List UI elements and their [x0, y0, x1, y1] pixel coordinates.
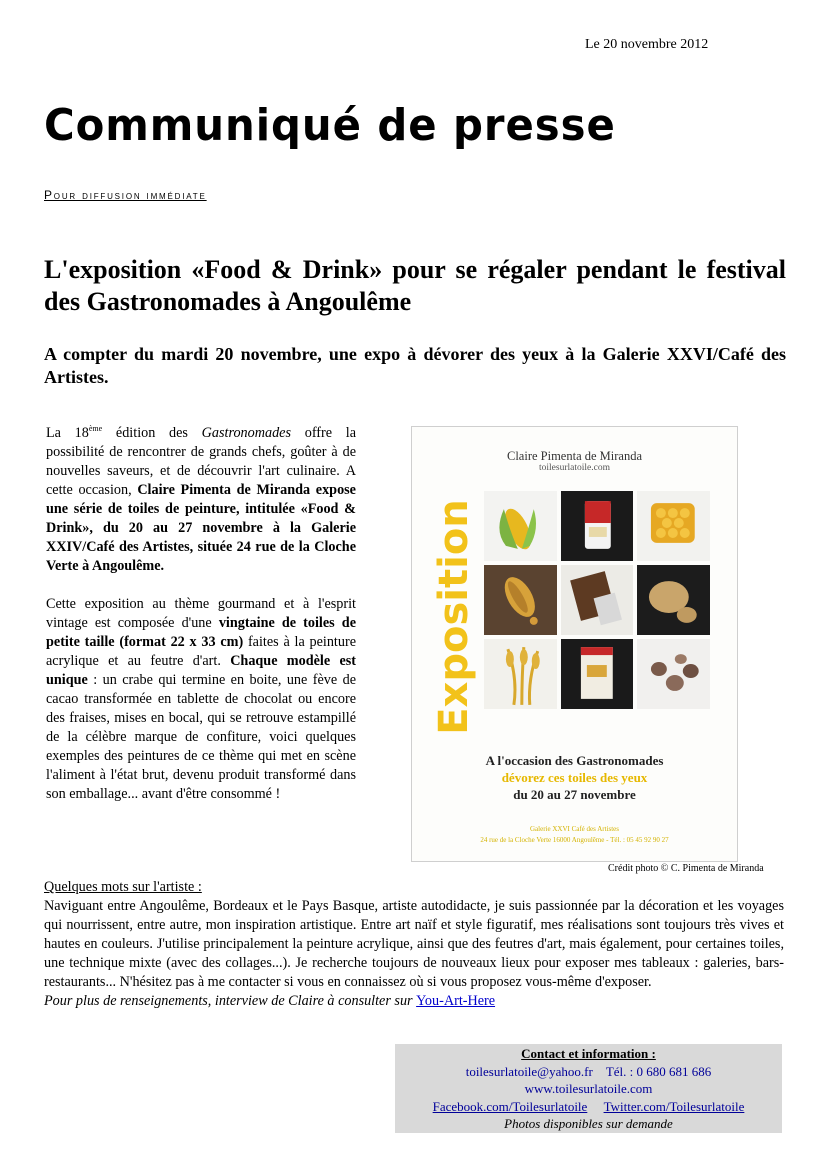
p2-text-c: : un crabe qui termine en boite, une fève de cacao transformée en tablette de chocolat ou encore des fraises, mises en bocal, qui se retrouve estampillé de la célèbre marque de confiture, voici quelques exemples des peintures de ce thème qui met en scène l'aliment à l'état brut, devenu produit transformé dans son emballage... avant d'être consommé ! — [46, 672, 356, 802]
artist-bio: Naviguant entre Angoulême, Bordeaux et le Pays Basque, artiste autodidacte, je suis passionnée par la décoration et les voyages qui nourrissent, entre autre, mon inspiration artistique. Entre art naïf et style figuratif, mes réalisations sont toujours très vives et hautes en couleurs. J'utilise principalement la peinture acrylique, ainsi que des feutres d'art, mais également, pour certaines toiles, une technique mixte (avec des collages...). Je recherche toujours de nouveaux lieux pour exposer mes tableaux : galeries, bars-restaurants... N'hésitez pas à me contacter si vous en connaissez où si vous proposez vous-même d'exposer. — [44, 898, 784, 990]
press-release-date: Le 20 novembre 2012 — [585, 37, 709, 52]
poster-occasion: A l'occasion des Gastronomades — [485, 753, 664, 768]
poster-venue: Galerie XXVI Café des Artistes — [529, 825, 620, 833]
contact-title: Contact et information : — [521, 1046, 656, 1061]
artist-section — [44, 878, 784, 1011]
headline: L'exposition «Food & Drink» pour se régaler pendant le festival des Gastronomades à Angoulême — [44, 255, 786, 316]
p1-text-b: édition des — [102, 425, 202, 441]
more-info-line — [44, 992, 784, 1011]
poster-vertical-word: Exposition — [431, 498, 478, 735]
p1-text-c: offre la possibilité de rencontrer de grands chefs, goûter à de nouvelles saveurs, et de découvrir l'art culinaire. A cette occasion, — [46, 425, 356, 498]
social-links-row — [395, 1098, 782, 1116]
photos-available-note: Photos disponibles sur demande — [504, 1116, 673, 1131]
poster-painting-grid — [484, 491, 710, 709]
corn-painting — [484, 491, 557, 561]
contact-email-phone-row — [395, 1063, 782, 1081]
facebook-link[interactable]: Facebook.com/Toilesurlatoile — [432, 1098, 588, 1114]
contact-website[interactable]: www.toilesurlatoile.com — [524, 1081, 653, 1096]
p1-italic: Gastronomades — [201, 425, 292, 441]
poster-tagline: dévorez ces toiles des yeux — [501, 770, 648, 785]
poster-artist-name: Claire Pimenta de Miranda — [506, 449, 643, 463]
contact-box — [395, 1044, 782, 1133]
p2-bold-2: Chaque modèle est unique — [46, 653, 356, 688]
wheat-painting — [484, 639, 557, 709]
p1-bold: Claire Pimenta de Miranda expose une série de toiles de peinture, intitulée «Food & Drink», du 20 au 27 novembre à la Galerie XXIV/Café des Artistes, située 24 rue de la Cloche Verte à Angoulême. — [46, 482, 356, 574]
diffusion-label: Pour diffusion immédiate — [44, 188, 207, 202]
potato-painting — [637, 565, 710, 635]
flour-bag-painting — [561, 639, 634, 709]
contact-phone: Tél. : 0 680 681 686 — [605, 1063, 712, 1079]
poster-address: 24 rue de la Cloche Verte 16000 Angoulême - Tél. : 05 45 92 90 27 — [480, 836, 669, 844]
p2-text-b: faites à la peinture acrylique et au feutre d'art. — [46, 634, 356, 669]
soup-can-painting — [561, 491, 634, 561]
poster-vertical-title — [431, 489, 478, 744]
cocoa-bean-painting — [484, 565, 557, 635]
p2-text-a: Cette exposition au thème gourmand et à l'esprit vintage est composée d'une — [46, 596, 356, 631]
p1-superscript: ème — [88, 424, 103, 433]
poster-dates: du 20 au 27 novembre — [513, 787, 636, 802]
exhibition-poster-image — [411, 426, 738, 862]
you-art-here-link[interactable]: You-Art-Here — [416, 993, 496, 1009]
subheadline: A compter du mardi 20 novembre, une expo à dévorer des yeux à la Galerie XXVI/Café des Artistes. — [44, 344, 786, 387]
artist-heading: Quelques mots sur l'artiste : — [44, 879, 202, 895]
body-paragraph-1 — [46, 424, 356, 576]
twitter-link[interactable]: Twitter.com/Toilesurlatoile — [603, 1098, 745, 1114]
p2-bold-1: vingtaine de toiles de petite taille (format 22 x 33 cm) — [46, 615, 356, 650]
garlic-painting — [637, 639, 710, 709]
contact-email[interactable]: toilesurlatoile@yahoo.fr — [465, 1063, 593, 1079]
body-column — [46, 424, 356, 823]
poster-site: toilesurlatoile.com — [539, 463, 610, 473]
more-info-text: Pour plus de renseignements, interview de Claire à consulter sur — [44, 993, 417, 1009]
chocolate-bar-painting — [561, 565, 634, 635]
honeycomb-painting — [637, 491, 710, 561]
press-release-title: Communiqué de presse — [44, 100, 616, 151]
body-paragraph-2 — [46, 595, 356, 804]
photo-credit: Crédit photo © C. Pimenta de Miranda — [608, 863, 764, 874]
p1-text-a: La 18 — [46, 425, 89, 441]
